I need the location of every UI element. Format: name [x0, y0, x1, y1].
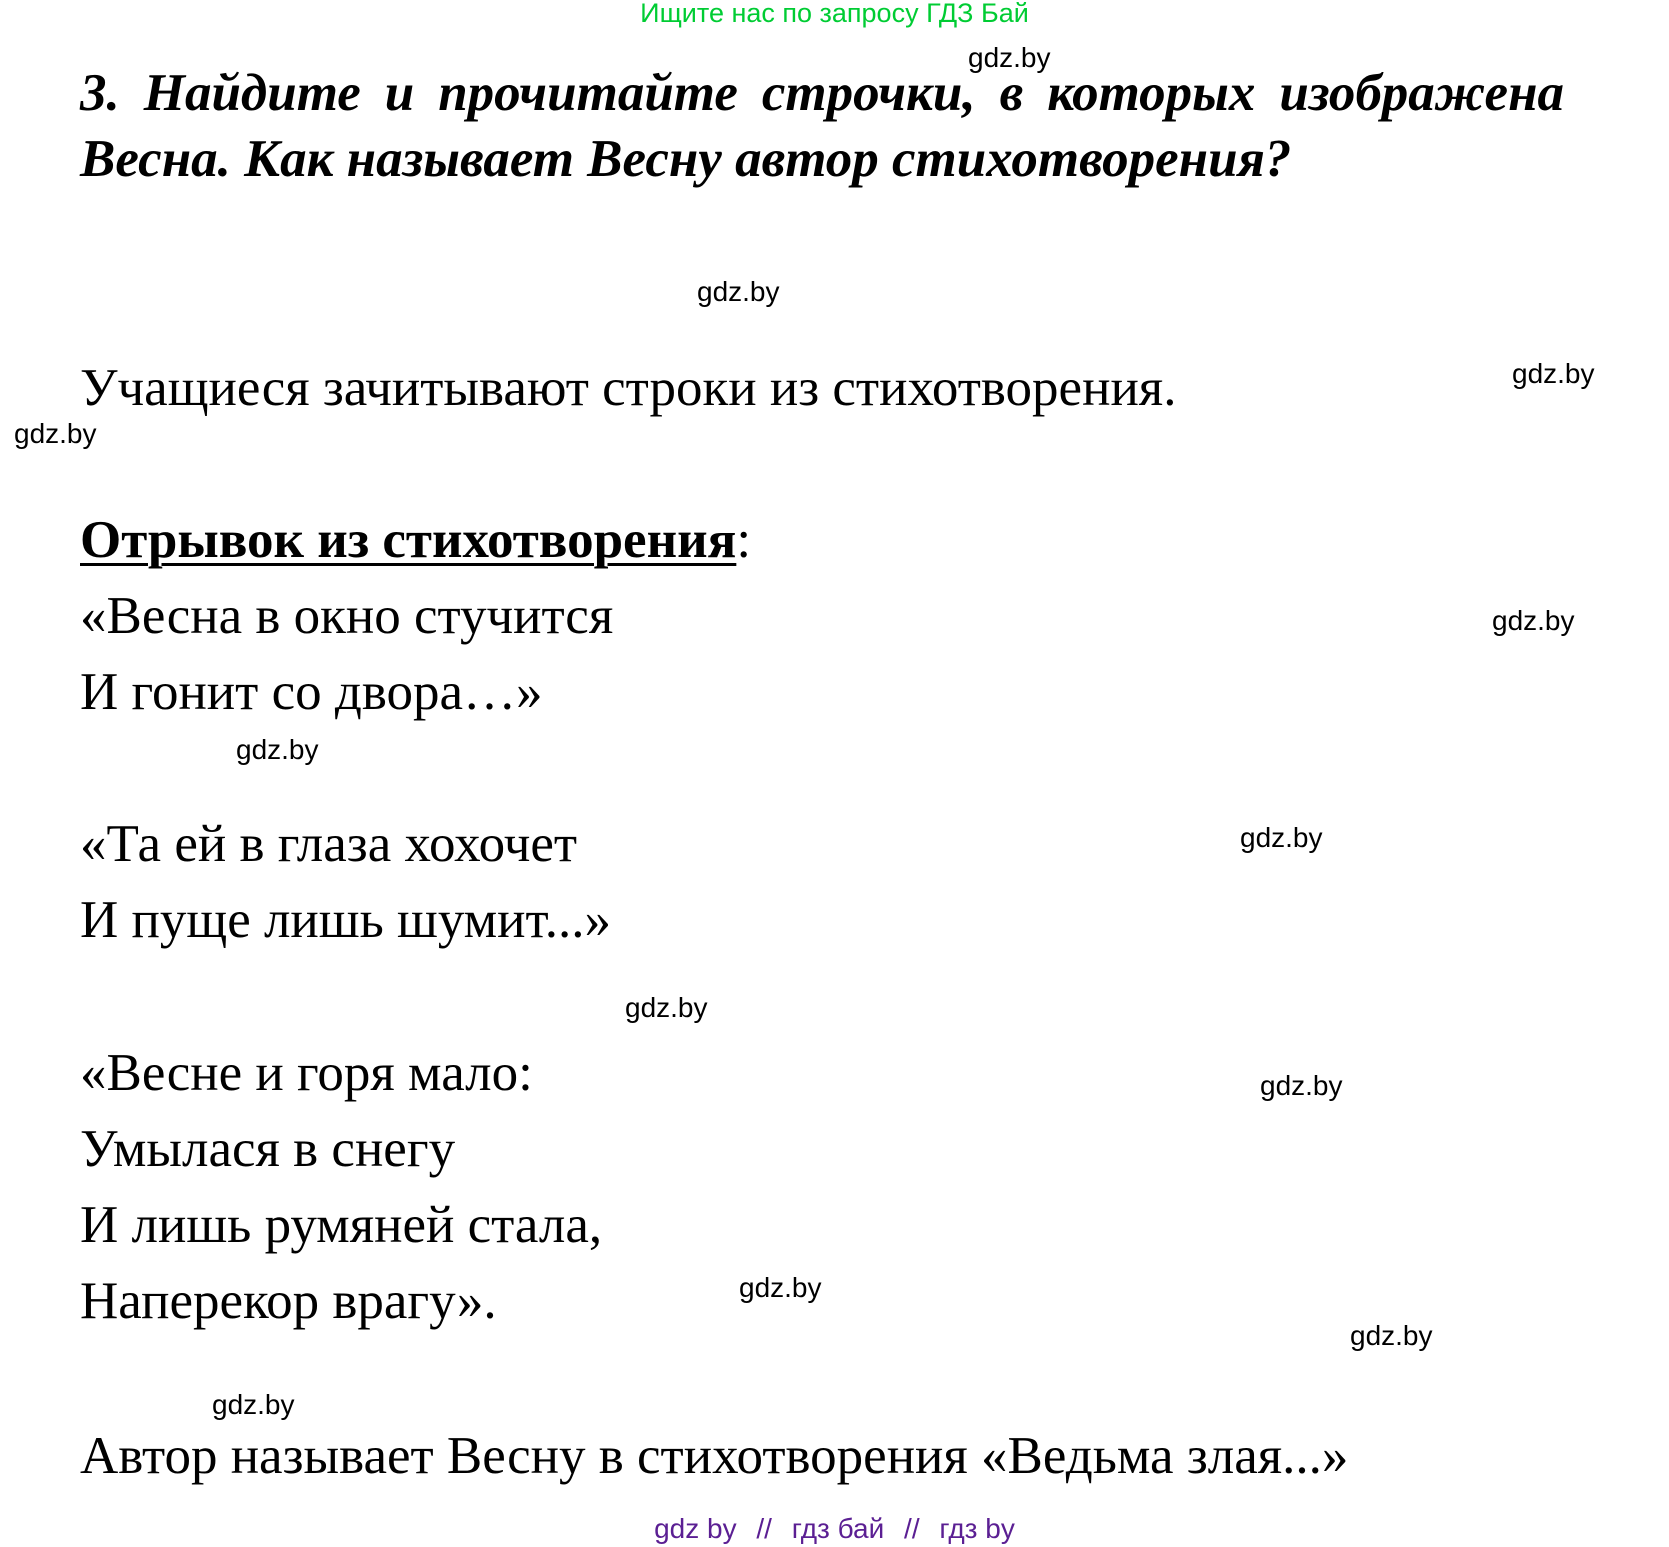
poem-line: И пуще лишь шумит...»	[80, 891, 611, 949]
poem-line: «Весне и горя мало:	[80, 1044, 533, 1102]
watermark: gdz.by	[1260, 1070, 1343, 1101]
poem-line: «Весна в окно стучится	[80, 587, 614, 645]
watermark: gdz.by	[697, 276, 780, 307]
poem-line: Умылася в снегу	[80, 1120, 456, 1178]
poem-line: И гонит со двора…»	[80, 663, 543, 721]
watermark: gdz.by	[1240, 822, 1323, 853]
poem-line: Наперекор врагу».	[80, 1272, 497, 1330]
watermark: gdz.by	[236, 734, 319, 765]
watermark: gdz.by	[1512, 358, 1595, 389]
watermark: gdz.by	[968, 42, 1051, 73]
footer-item[interactable]: gdz by	[654, 1513, 737, 1544]
footer-separator: //	[904, 1513, 920, 1544]
excerpt-heading-colon: :	[736, 511, 752, 569]
question-text: 3. Найдите и прочитайте строчки, в которых изображена Весна. Как называет Весну автор стихотворения?	[80, 64, 1564, 188]
conclusion: Автор называет Весну в стихотворения «Ведьма злая...»	[80, 1427, 1349, 1485]
answer-intro: Учащиеся зачитывают строки из стихотворения.	[80, 359, 1177, 417]
footer-links	[0, 1513, 1669, 1545]
watermark: gdz.by	[212, 1389, 295, 1420]
footer-separator: //	[756, 1513, 772, 1544]
watermark: gdz.by	[1492, 605, 1575, 636]
watermark: gdz.by	[1350, 1320, 1433, 1351]
watermark: gdz.by	[739, 1272, 822, 1303]
poem-line: «Та ей в глаза хохочет	[80, 815, 578, 873]
search-banner: Ищите нас по запросу ГДЗ Бай	[640, 0, 1029, 28]
watermark: gdz.by	[14, 418, 97, 449]
footer-item[interactable]: гдз by	[939, 1513, 1015, 1544]
excerpt-heading	[80, 511, 752, 569]
excerpt-heading-text: Отрывок из стихотворения	[80, 511, 737, 569]
poem-line: И лишь румяней стала,	[80, 1196, 603, 1254]
footer-item[interactable]: гдз бай	[791, 1513, 885, 1544]
watermark: gdz.by	[625, 992, 708, 1023]
